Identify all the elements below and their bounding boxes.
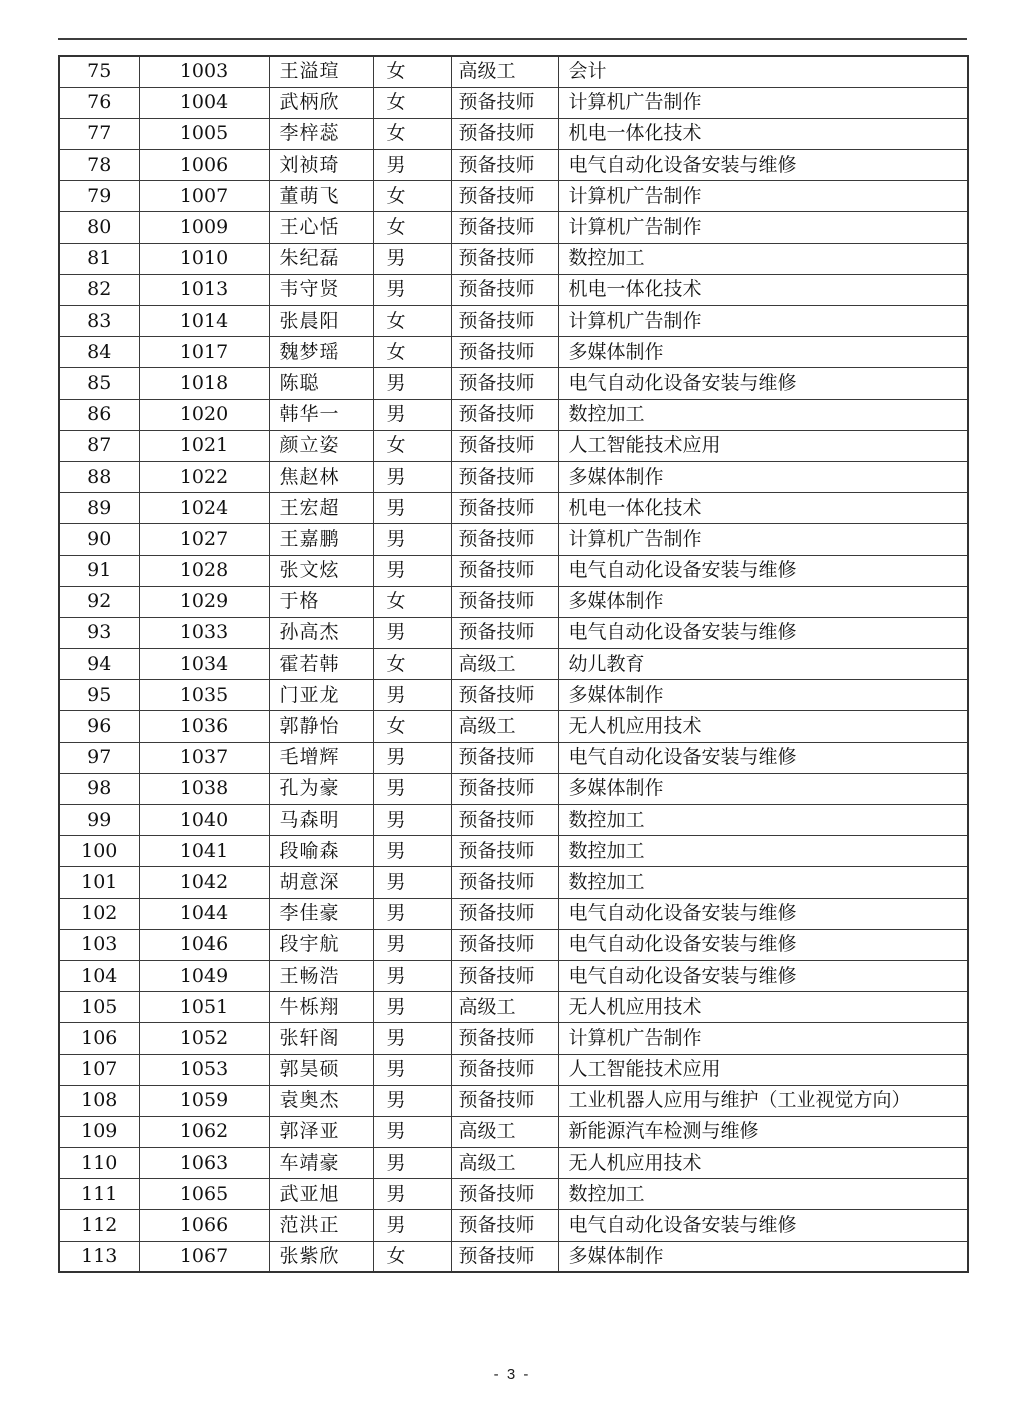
cell-gender: 男 <box>373 1179 451 1210</box>
table-row <box>59 306 968 337</box>
cell-name: 孔为豪 <box>269 773 373 804</box>
cell-major: 计算机广告制作 <box>558 87 968 118</box>
cell-major: 多媒体制作 <box>558 337 968 368</box>
cell-gender: 男 <box>373 493 451 524</box>
table-row <box>59 867 968 898</box>
cell-gender: 男 <box>373 368 451 399</box>
cell-training-level: 预备技师 <box>451 243 558 274</box>
cell-training-level: 高级工 <box>451 992 558 1023</box>
cell-training-level: 高级工 <box>451 649 558 680</box>
cell-gender: 男 <box>373 1116 451 1147</box>
cell-gender: 女 <box>373 306 451 337</box>
cell-student-id: 1028 <box>139 555 269 586</box>
table-row <box>59 118 968 149</box>
cell-gender: 男 <box>373 1148 451 1179</box>
cell-major: 新能源汽车检测与维修 <box>558 1116 968 1147</box>
cell-training-level: 预备技师 <box>451 586 558 617</box>
cell-training-level: 预备技师 <box>451 181 558 212</box>
cell-gender: 男 <box>373 243 451 274</box>
table-row <box>59 87 968 118</box>
cell-major: 多媒体制作 <box>558 680 968 711</box>
cell-major: 人工智能技术应用 <box>558 1054 968 1085</box>
cell-name: 车靖豪 <box>269 1148 373 1179</box>
cell-student-id: 1017 <box>139 337 269 368</box>
cell-name: 郭泽亚 <box>269 1116 373 1147</box>
cell-gender: 男 <box>373 524 451 555</box>
cell-training-level: 预备技师 <box>451 337 558 368</box>
cell-major: 电气自动化设备安装与维修 <box>558 555 968 586</box>
cell-major: 计算机广告制作 <box>558 306 968 337</box>
cell-student-id: 1038 <box>139 773 269 804</box>
cell-name: 王嘉鹏 <box>269 524 373 555</box>
cell-name: 武柄欣 <box>269 87 373 118</box>
cell-student-id: 1024 <box>139 493 269 524</box>
cell-sequence-number: 107 <box>59 1054 139 1085</box>
table-row <box>59 680 968 711</box>
cell-student-id: 1014 <box>139 306 269 337</box>
cell-sequence-number: 78 <box>59 150 139 181</box>
cell-training-level: 预备技师 <box>451 399 558 430</box>
cell-sequence-number: 86 <box>59 399 139 430</box>
cell-name: 孙高杰 <box>269 617 373 648</box>
cell-gender: 男 <box>373 773 451 804</box>
cell-name: 张晨阳 <box>269 306 373 337</box>
cell-major: 数控加工 <box>558 867 968 898</box>
cell-sequence-number: 101 <box>59 867 139 898</box>
cell-sequence-number: 81 <box>59 243 139 274</box>
cell-gender: 男 <box>373 929 451 960</box>
cell-student-id: 1006 <box>139 150 269 181</box>
cell-gender: 女 <box>373 181 451 212</box>
cell-student-id: 1021 <box>139 430 269 461</box>
cell-major: 无人机应用技术 <box>558 711 968 742</box>
cell-training-level: 高级工 <box>451 56 558 87</box>
cell-major: 多媒体制作 <box>558 773 968 804</box>
cell-gender: 男 <box>373 898 451 929</box>
cell-training-level: 高级工 <box>451 1148 558 1179</box>
cell-student-id: 1004 <box>139 87 269 118</box>
cell-student-id: 1052 <box>139 1023 269 1054</box>
table-row <box>59 181 968 212</box>
cell-gender: 女 <box>373 56 451 87</box>
cell-student-id: 1063 <box>139 1148 269 1179</box>
cell-sequence-number: 102 <box>59 898 139 929</box>
cell-major: 多媒体制作 <box>558 461 968 492</box>
cell-major: 电气自动化设备安装与维修 <box>558 150 968 181</box>
cell-gender: 男 <box>373 680 451 711</box>
cell-sequence-number: 94 <box>59 649 139 680</box>
cell-training-level: 高级工 <box>451 1116 558 1147</box>
table-row <box>59 649 968 680</box>
cell-major: 数控加工 <box>558 399 968 430</box>
table-row <box>59 617 968 648</box>
cell-name: 王心恬 <box>269 212 373 243</box>
cell-major: 多媒体制作 <box>558 1241 968 1272</box>
table-row <box>59 1023 968 1054</box>
cell-name: 颜立姿 <box>269 430 373 461</box>
cell-name: 张文炫 <box>269 555 373 586</box>
cell-gender: 男 <box>373 399 451 430</box>
cell-gender: 男 <box>373 274 451 305</box>
cell-student-id: 1003 <box>139 56 269 87</box>
cell-major: 计算机广告制作 <box>558 181 968 212</box>
table-row <box>59 742 968 773</box>
cell-sequence-number: 105 <box>59 992 139 1023</box>
cell-name: 门亚龙 <box>269 680 373 711</box>
cell-name: 霍若韩 <box>269 649 373 680</box>
cell-name: 毛增辉 <box>269 742 373 773</box>
cell-gender: 男 <box>373 836 451 867</box>
table-row <box>59 555 968 586</box>
cell-student-id: 1062 <box>139 1116 269 1147</box>
cell-major: 电气自动化设备安装与维修 <box>558 742 968 773</box>
table-row <box>59 243 968 274</box>
cell-name: 王宏超 <box>269 493 373 524</box>
cell-student-id: 1065 <box>139 1179 269 1210</box>
cell-sequence-number: 92 <box>59 586 139 617</box>
cell-training-level: 预备技师 <box>451 773 558 804</box>
cell-sequence-number: 82 <box>59 274 139 305</box>
cell-sequence-number: 106 <box>59 1023 139 1054</box>
cell-sequence-number: 80 <box>59 212 139 243</box>
table-row <box>59 836 968 867</box>
table-row <box>59 337 968 368</box>
cell-name: 韩华一 <box>269 399 373 430</box>
cell-name: 李梓蕊 <box>269 118 373 149</box>
cell-training-level: 预备技师 <box>451 461 558 492</box>
cell-student-id: 1005 <box>139 118 269 149</box>
cell-major: 会计 <box>558 56 968 87</box>
cell-training-level: 预备技师 <box>451 1054 558 1085</box>
cell-student-id: 1033 <box>139 617 269 648</box>
cell-name: 张紫欣 <box>269 1241 373 1272</box>
cell-name: 朱纪磊 <box>269 243 373 274</box>
cell-training-level: 预备技师 <box>451 617 558 648</box>
cell-major: 电气自动化设备安装与维修 <box>558 898 968 929</box>
cell-training-level: 预备技师 <box>451 1023 558 1054</box>
cell-major: 电气自动化设备安装与维修 <box>558 368 968 399</box>
cell-student-id: 1027 <box>139 524 269 555</box>
cell-gender: 男 <box>373 1210 451 1241</box>
cell-training-level: 预备技师 <box>451 898 558 929</box>
cell-student-id: 1041 <box>139 836 269 867</box>
cell-name: 于格 <box>269 586 373 617</box>
table-row <box>59 56 968 87</box>
cell-training-level: 预备技师 <box>451 742 558 773</box>
cell-name: 段宇航 <box>269 929 373 960</box>
cell-student-id: 1020 <box>139 399 269 430</box>
cell-sequence-number: 110 <box>59 1148 139 1179</box>
cell-sequence-number: 111 <box>59 1179 139 1210</box>
cell-sequence-number: 85 <box>59 368 139 399</box>
cell-sequence-number: 93 <box>59 617 139 648</box>
table-row <box>59 586 968 617</box>
cell-training-level: 预备技师 <box>451 212 558 243</box>
cell-student-id: 1059 <box>139 1085 269 1116</box>
cell-sequence-number: 91 <box>59 555 139 586</box>
cell-gender: 女 <box>373 118 451 149</box>
table-row <box>59 461 968 492</box>
table-row <box>59 805 968 836</box>
cell-training-level: 预备技师 <box>451 493 558 524</box>
cell-student-id: 1036 <box>139 711 269 742</box>
table-row <box>59 1054 968 1085</box>
cell-training-level: 预备技师 <box>451 867 558 898</box>
table-row <box>59 1179 968 1210</box>
table-row <box>59 430 968 461</box>
cell-name: 郭静怡 <box>269 711 373 742</box>
table-row <box>59 992 968 1023</box>
cell-major: 计算机广告制作 <box>558 524 968 555</box>
table-row <box>59 524 968 555</box>
cell-student-id: 1007 <box>139 181 269 212</box>
cell-major: 数控加工 <box>558 836 968 867</box>
cell-name: 段喻森 <box>269 836 373 867</box>
cell-gender: 男 <box>373 1085 451 1116</box>
table-row <box>59 960 968 991</box>
cell-major: 多媒体制作 <box>558 586 968 617</box>
table-row <box>59 711 968 742</box>
cell-major: 数控加工 <box>558 805 968 836</box>
cell-sequence-number: 113 <box>59 1241 139 1272</box>
cell-gender: 女 <box>373 711 451 742</box>
table-row <box>59 1116 968 1147</box>
cell-sequence-number: 97 <box>59 742 139 773</box>
page-number: - 3 - <box>493 1366 531 1383</box>
cell-training-level: 预备技师 <box>451 805 558 836</box>
student-roster-table <box>58 55 969 1273</box>
cell-student-id: 1051 <box>139 992 269 1023</box>
cell-training-level: 预备技师 <box>451 306 558 337</box>
cell-major: 计算机广告制作 <box>558 212 968 243</box>
cell-major: 机电一体化技术 <box>558 493 968 524</box>
cell-gender: 女 <box>373 586 451 617</box>
cell-major: 机电一体化技术 <box>558 118 968 149</box>
cell-training-level: 预备技师 <box>451 1241 558 1272</box>
cell-major: 数控加工 <box>558 1179 968 1210</box>
cell-sequence-number: 88 <box>59 461 139 492</box>
cell-name: 牛栎翔 <box>269 992 373 1023</box>
cell-major: 计算机广告制作 <box>558 1023 968 1054</box>
cell-training-level: 预备技师 <box>451 430 558 461</box>
cell-name: 李佳豪 <box>269 898 373 929</box>
cell-student-id: 1034 <box>139 649 269 680</box>
cell-sequence-number: 79 <box>59 181 139 212</box>
cell-name: 董萌飞 <box>269 181 373 212</box>
cell-name: 王畅浩 <box>269 960 373 991</box>
cell-sequence-number: 87 <box>59 430 139 461</box>
cell-student-id: 1022 <box>139 461 269 492</box>
table-row <box>59 898 968 929</box>
cell-major: 工业机器人应用与维护（工业视觉方向） <box>558 1085 968 1116</box>
cell-gender: 男 <box>373 555 451 586</box>
cell-gender: 女 <box>373 87 451 118</box>
cell-major: 无人机应用技术 <box>558 1148 968 1179</box>
cell-training-level: 预备技师 <box>451 274 558 305</box>
cell-training-level: 预备技师 <box>451 118 558 149</box>
table-row <box>59 1085 968 1116</box>
cell-training-level: 预备技师 <box>451 1210 558 1241</box>
cell-training-level: 预备技师 <box>451 524 558 555</box>
cell-student-id: 1018 <box>139 368 269 399</box>
cell-gender: 男 <box>373 617 451 648</box>
table-row <box>59 399 968 430</box>
cell-student-id: 1029 <box>139 586 269 617</box>
cell-name: 武亚旭 <box>269 1179 373 1210</box>
table-row <box>59 1241 968 1272</box>
cell-training-level: 预备技师 <box>451 680 558 711</box>
cell-gender: 男 <box>373 1054 451 1085</box>
cell-sequence-number: 77 <box>59 118 139 149</box>
table-row <box>59 368 968 399</box>
cell-student-id: 1009 <box>139 212 269 243</box>
cell-training-level: 预备技师 <box>451 368 558 399</box>
table-row <box>59 1210 968 1241</box>
cell-student-id: 1053 <box>139 1054 269 1085</box>
cell-sequence-number: 103 <box>59 929 139 960</box>
cell-name: 范洪正 <box>269 1210 373 1241</box>
cell-name: 焦赵林 <box>269 461 373 492</box>
cell-sequence-number: 108 <box>59 1085 139 1116</box>
cell-name: 马森明 <box>269 805 373 836</box>
cell-sequence-number: 109 <box>59 1116 139 1147</box>
cell-sequence-number: 89 <box>59 493 139 524</box>
cell-student-id: 1037 <box>139 742 269 773</box>
cell-gender: 男 <box>373 461 451 492</box>
cell-sequence-number: 75 <box>59 56 139 87</box>
cell-training-level: 预备技师 <box>451 87 558 118</box>
table-row <box>59 150 968 181</box>
cell-student-id: 1067 <box>139 1241 269 1272</box>
cell-student-id: 1010 <box>139 243 269 274</box>
cell-sequence-number: 76 <box>59 87 139 118</box>
cell-name: 魏梦瑶 <box>269 337 373 368</box>
cell-name: 袁奥杰 <box>269 1085 373 1116</box>
student-roster-body <box>59 56 968 1272</box>
cell-sequence-number: 95 <box>59 680 139 711</box>
table-row <box>59 773 968 804</box>
table-row <box>59 212 968 243</box>
cell-training-level: 预备技师 <box>451 960 558 991</box>
cell-major: 人工智能技术应用 <box>558 430 968 461</box>
cell-gender: 女 <box>373 430 451 461</box>
cell-major: 数控加工 <box>558 243 968 274</box>
table-row <box>59 929 968 960</box>
cell-student-id: 1066 <box>139 1210 269 1241</box>
cell-major: 电气自动化设备安装与维修 <box>558 960 968 991</box>
cell-student-id: 1044 <box>139 898 269 929</box>
cell-sequence-number: 100 <box>59 836 139 867</box>
cell-sequence-number: 98 <box>59 773 139 804</box>
cell-student-id: 1049 <box>139 960 269 991</box>
cell-name: 胡意深 <box>269 867 373 898</box>
cell-training-level: 高级工 <box>451 711 558 742</box>
cell-gender: 男 <box>373 150 451 181</box>
table-row <box>59 1148 968 1179</box>
cell-gender: 男 <box>373 992 451 1023</box>
cell-student-id: 1042 <box>139 867 269 898</box>
cell-name: 张轩阁 <box>269 1023 373 1054</box>
cell-sequence-number: 90 <box>59 524 139 555</box>
cell-name: 王溢瑄 <box>269 56 373 87</box>
cell-gender: 男 <box>373 867 451 898</box>
cell-student-id: 1046 <box>139 929 269 960</box>
cell-training-level: 预备技师 <box>451 836 558 867</box>
cell-training-level: 预备技师 <box>451 929 558 960</box>
cell-name: 陈聪 <box>269 368 373 399</box>
cell-training-level: 预备技师 <box>451 150 558 181</box>
cell-gender: 女 <box>373 212 451 243</box>
cell-gender: 女 <box>373 337 451 368</box>
cell-sequence-number: 104 <box>59 960 139 991</box>
cell-gender: 男 <box>373 805 451 836</box>
cell-major: 电气自动化设备安装与维修 <box>558 929 968 960</box>
cell-sequence-number: 84 <box>59 337 139 368</box>
cell-student-id: 1013 <box>139 274 269 305</box>
cell-gender: 女 <box>373 649 451 680</box>
cell-gender: 男 <box>373 742 451 773</box>
cell-training-level: 预备技师 <box>451 1085 558 1116</box>
cell-major: 电气自动化设备安装与维修 <box>558 617 968 648</box>
cell-gender: 男 <box>373 1023 451 1054</box>
cell-major: 电气自动化设备安装与维修 <box>558 1210 968 1241</box>
cell-major: 机电一体化技术 <box>558 274 968 305</box>
cell-major: 无人机应用技术 <box>558 992 968 1023</box>
table-continuation-rule <box>58 38 967 40</box>
cell-sequence-number: 112 <box>59 1210 139 1241</box>
cell-gender: 男 <box>373 960 451 991</box>
cell-name: 郭昊硕 <box>269 1054 373 1085</box>
cell-major: 幼儿教育 <box>558 649 968 680</box>
cell-gender: 女 <box>373 1241 451 1272</box>
cell-sequence-number: 83 <box>59 306 139 337</box>
table-row <box>59 493 968 524</box>
cell-sequence-number: 99 <box>59 805 139 836</box>
cell-student-id: 1035 <box>139 680 269 711</box>
cell-name: 韦守贤 <box>269 274 373 305</box>
cell-sequence-number: 96 <box>59 711 139 742</box>
cell-student-id: 1040 <box>139 805 269 836</box>
table-row <box>59 274 968 305</box>
cell-name: 刘祯琦 <box>269 150 373 181</box>
cell-training-level: 预备技师 <box>451 1179 558 1210</box>
cell-training-level: 预备技师 <box>451 555 558 586</box>
